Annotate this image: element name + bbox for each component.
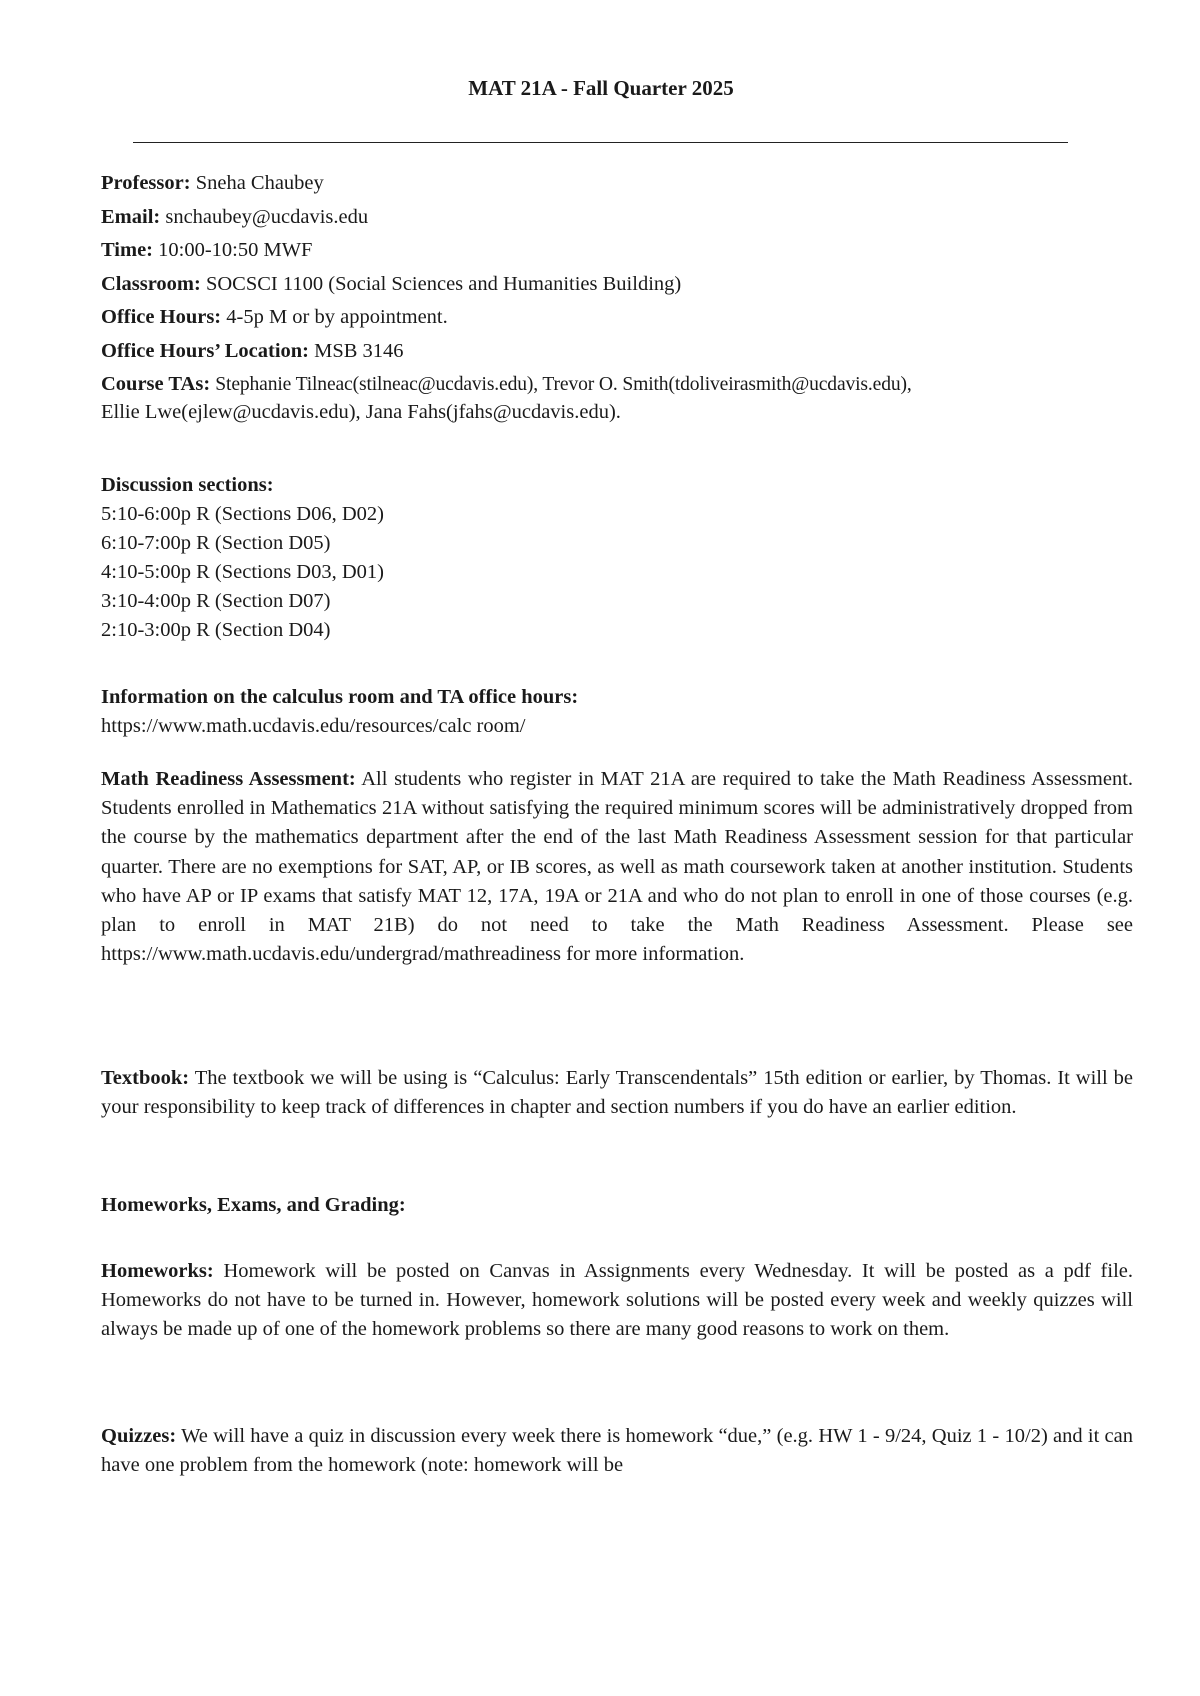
calc-room-url: https://www.math.ucdavis.edu/resources/calc room/	[101, 715, 526, 737]
grading-heading	[101, 1191, 1133, 1220]
readiness-label: Math Readiness Assessment:	[101, 768, 356, 790]
discussion-sections	[101, 471, 1133, 645]
classroom-row	[101, 270, 1133, 304]
title-divider	[133, 142, 1068, 143]
classroom-label: Classroom:	[101, 272, 201, 295]
time-row	[101, 236, 1133, 270]
time-value: 10:00-10:50 MWF	[158, 239, 313, 261]
quizzes-section	[101, 1422, 1133, 1480]
document-title: MAT 21A - Fall Quarter 2025	[468, 76, 734, 100]
office-location-value: MSB 3146	[314, 339, 404, 362]
discussion-label: Discussion sections:	[101, 474, 274, 496]
discussion-heading	[101, 471, 1133, 500]
classroom-value: SOCSCI 1100 (Social Sciences and Humanities Building)	[205, 272, 682, 295]
office-location-row	[101, 337, 1133, 371]
time-label: Time:	[101, 239, 154, 261]
readiness-text: All students who register in MAT 21A are required to take the Math Readiness Assessment. Students enrolled in Mathematics 21A without satisfying the required minimum scores will be administratively dropped from the course by the mathematics department after the end of the last Math Readiness Assessment session for that particular quarter. There are no exemptions for SAT, AP, or IB scores, as well as math coursework taken at another institution. Students who have AP or IP exams that satisfy MAT 12, 17A, 19A or 21A and who do not plan to enroll in one of those courses (e.g. plan to enroll in MAT 21B) do not need to take the Math Readiness Assessment. Please see https://www.math.ucdavis.edu/undergrad/mathreadiness for more information.	[101, 768, 1134, 966]
list-item: 6:10-7:00p R (Section D05)	[101, 532, 331, 554]
quizzes-text: We will have a quiz in discussion every week there is homework “due,” (e.g. HW 1 - 9/24, Quiz 1 - 10/2) and it can have one problem from the homework (note: homework will be	[101, 1425, 1133, 1477]
professor-row	[101, 169, 1133, 203]
calc-room-label: Information on the calculus room and TA office hours:	[101, 686, 579, 708]
list-item: 5:10-6:00p R (Sections D06, D02)	[101, 503, 384, 525]
homeworks-text: Homework will be posted on Canvas in Assignments every Wednesday. It will be posted as a pdf file. Homeworks do not have to be turned in. However, homework solutions will be posted every week and weekly quizzes will always be made up of one of the homework problems so there are many good reasons to work on them.	[101, 1260, 1133, 1341]
office-hours-row	[101, 303, 1133, 337]
office-hours-label: Office Hours:	[101, 306, 222, 328]
email-label: Email:	[101, 205, 161, 228]
quizzes-paragraph	[101, 1422, 1133, 1480]
tas-row-2	[101, 398, 1133, 434]
textbook-label: Textbook:	[101, 1067, 190, 1089]
professor-label: Professor:	[101, 172, 191, 194]
grading-heading-text: Homeworks, Exams, and Grading:	[101, 1194, 406, 1216]
quizzes-label: Quizzes:	[101, 1425, 177, 1447]
professor-name: Sneha Chaubey	[195, 172, 324, 194]
readiness-section	[101, 765, 1133, 969]
list-item: 4:10-5:00p R (Sections D03, D01)	[101, 561, 384, 583]
office-hours-value: 4-5p M or by appointment.	[226, 306, 448, 328]
calc-room-heading	[101, 683, 1133, 712]
email-row	[101, 203, 1133, 237]
office-location-label: Office Hours’ Location:	[101, 339, 309, 362]
homeworks-paragraph	[101, 1257, 1133, 1345]
grading-heading-block	[101, 1191, 1133, 1220]
tas-line-1: Stephanie Tilneac(stilneac@ucdavis.edu), Trevor O. Smith(tdoliveirasmith@ucdavis.edu),	[215, 374, 912, 395]
readiness-paragraph	[101, 765, 1133, 969]
textbook-text: The textbook we will be using is “Calculus: Early Transcendentals” 15th edition or earlier, by Thomas. It will be your responsibility to keep track of differences in chapter and section numbers if you do have an earlier edition.	[101, 1067, 1133, 1119]
list-item: 3:10-4:00p R (Section D07)	[101, 590, 331, 612]
list-item: 2:10-3:00p R (Section D04)	[101, 619, 331, 641]
textbook-paragraph	[101, 1064, 1133, 1122]
tas-row	[101, 370, 1133, 398]
tas-line-2: Ellie Lwe(ejlew@ucdavis.edu), Jana Fahs(jfahs@ucdavis.edu).	[101, 401, 621, 423]
textbook-section	[101, 1064, 1133, 1122]
tas-label: Course TAs:	[101, 373, 211, 395]
calc-room-info	[101, 683, 1133, 741]
email-value: snchaubey@ucdavis.edu	[165, 205, 369, 228]
homeworks-section	[101, 1257, 1133, 1345]
homeworks-label: Homeworks:	[101, 1260, 214, 1282]
course-info	[101, 169, 1133, 434]
